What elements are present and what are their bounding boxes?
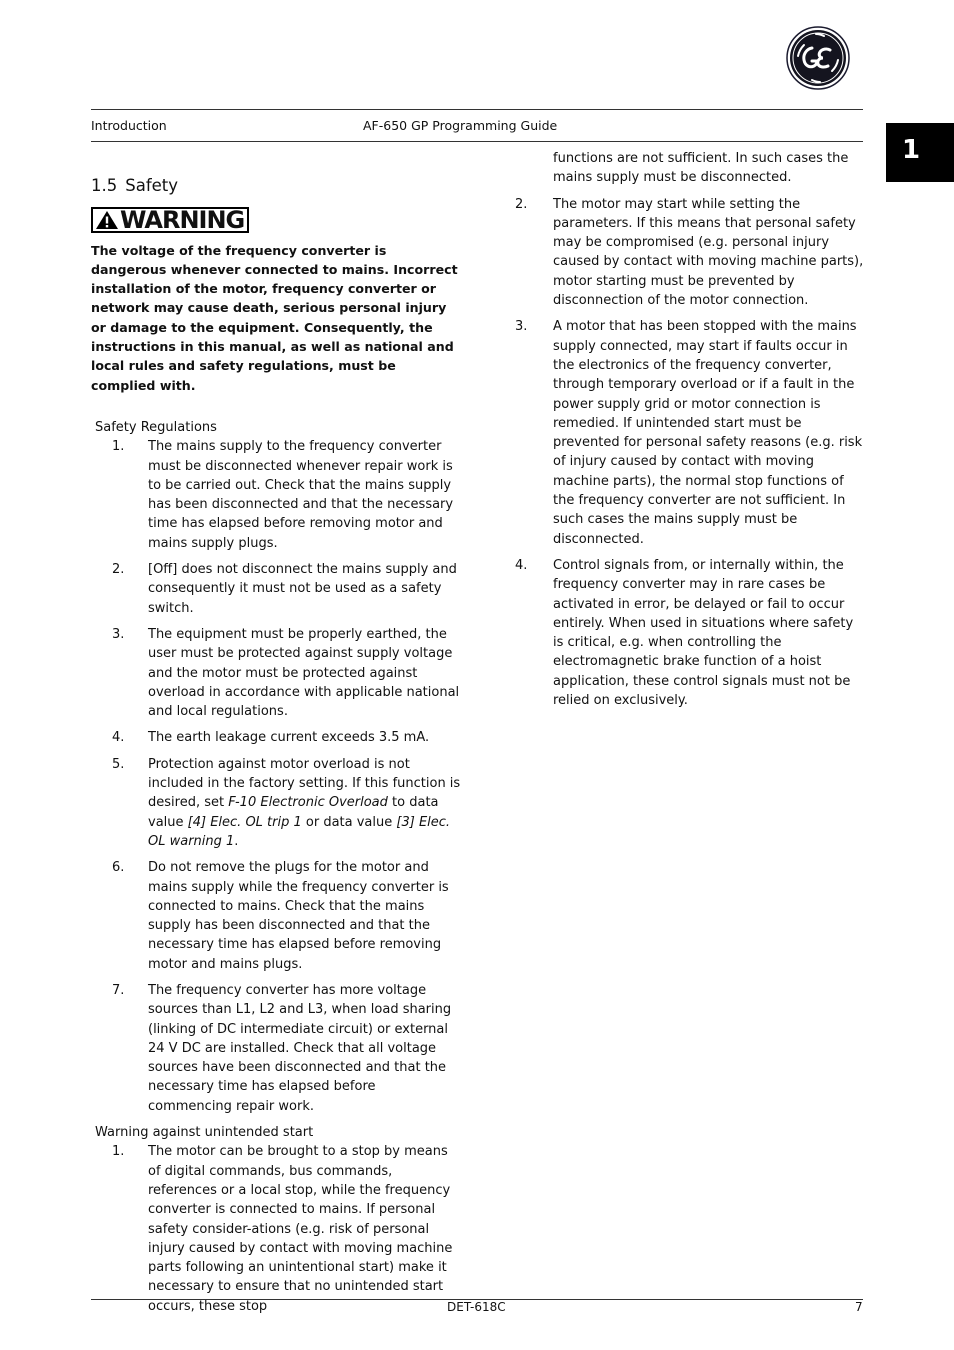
page-number: 7 xyxy=(855,1300,863,1314)
parameter-value: [3] Elec. OL warning 1 xyxy=(148,814,451,849)
warning-triangle-icon xyxy=(95,210,119,230)
warning-text: The voltage of the frequency converter is dangerous whenever connected to mains. Incorrect installation of the motor, frequency converter or network may cause death, serious personal injury or damage to the equipment. Consequently, the instructions in this manual, as well as national and local rules and safety regulations, must be complied with. xyxy=(91,242,458,393)
item-number: 7. xyxy=(112,982,125,998)
item-text: The motor can be brought to a stop by means of digital commands, bus commands, references or a local stop, while the frequency converter is connected to mains. If personal safety consider-ations (e.g. risk of personal injury caused by contact with moving machine parts following an unintentional start) make it necessary to ensure that no unintended start occurs, these stop xyxy=(148,1144,453,1314)
item-number: 3. xyxy=(112,626,125,642)
header-title: AF-650 GP Programming Guide xyxy=(363,118,558,133)
list-item xyxy=(91,858,461,974)
parameter-name: F-10 Electronic Overload xyxy=(228,795,388,811)
item-number: 5. xyxy=(112,756,125,772)
item-number: 2. xyxy=(515,196,528,212)
item-number: 4. xyxy=(515,557,528,573)
unintended-start-heading: Warning against unintended start xyxy=(95,1125,314,1141)
header-rule-top xyxy=(91,109,863,110)
right-column xyxy=(515,149,865,717)
item-text-part: Protection against motor overload is not included in the factory setting. If this function is desired, set xyxy=(148,756,461,811)
item-text-part: . xyxy=(234,833,239,849)
item-number: 6. xyxy=(112,860,125,876)
chapter-tab: 1 xyxy=(886,123,954,182)
item-text: A motor that has been stopped with the mains supply connected, may start if faults occur in the electronics of the frequency converter, through temporary overload or if a fault in the power supply grid or motor connection is remedied. If unintended start must be prevented for personal safety reasons (e.g. risk of injury caused by contact with moving machine parts), the normal stop functions of the frequency converter are not sufficient. In such cases the mains supply must be disconnected. xyxy=(553,319,863,547)
list-item xyxy=(91,437,461,553)
list-item xyxy=(91,728,461,747)
item-text: The earth leakage current exceeds 3.5 mA. xyxy=(148,730,430,746)
list-item xyxy=(515,195,865,311)
section-heading xyxy=(91,176,461,195)
warning-word: WARNING xyxy=(120,206,245,235)
safety-regulations-heading: Safety Regulations xyxy=(95,419,217,435)
item-text: The equipment must be properly earthed, the user must be protected against supply voltage and the motor must be protected against overload in accordance with applicable national and local regulations. xyxy=(148,626,460,720)
list-item xyxy=(515,556,865,710)
list-item xyxy=(91,1142,461,1316)
list-item xyxy=(91,625,461,721)
document-code: DET-618C xyxy=(447,1300,506,1314)
item-text-part: to data value xyxy=(148,795,439,830)
list-item xyxy=(91,981,461,1116)
safety-regulations-list xyxy=(91,437,461,1116)
ge-logo xyxy=(786,26,850,90)
item-text-part: or data value xyxy=(301,814,397,830)
item-text: The frequency converter has more voltage sources than L1, L2 and L3, when load sharing (linking of DC intermediate circuit) or external 24 V DC are installed. Check that all voltage sources have been disconnected and that the necessary time has elapsed before commencing repair work. xyxy=(148,982,452,1114)
item-number: 2. xyxy=(112,562,125,578)
item-text: Do not remove the plugs for the motor and mains supply while the frequency converter is connected to mains. Check that the mains supply has been disconnected and that the necessary time has elapsed before removing motor and mains plugs. xyxy=(148,860,449,972)
item-text: The mains supply to the frequency converter must be disconnected whenever repair work is to be carried out. Check that the mains supply has been disconnected and that the necessary time has elapsed before removing motor and mains supply plugs. xyxy=(148,439,454,551)
item-text: The motor may start while setting the parameters. If this means that personal safety may be compromised (e.g. personal injury caused by contact with moving machine parts), motor starting must be prevented by disconnection of the motor connection. xyxy=(553,196,864,309)
header-section: Introduction xyxy=(91,118,167,133)
warning-label xyxy=(91,207,249,233)
list-item xyxy=(515,317,865,549)
list-item xyxy=(91,560,461,618)
item-continued-text: functions are not sufficient. In such cases the mains supply must be disconnected. xyxy=(553,151,849,186)
unintended-start-list-continued xyxy=(515,195,865,711)
item-text: [Off] does not disconnect the mains supply and consequently it must not be used as a safety switch. xyxy=(148,562,457,616)
section-title: Safety xyxy=(125,176,179,195)
item-number: 1. xyxy=(112,439,125,455)
item-text xyxy=(148,755,461,851)
item-number: 1. xyxy=(112,1144,125,1160)
left-column xyxy=(91,176,461,1323)
item-number: 3. xyxy=(515,319,528,335)
unintended-start-list xyxy=(91,1142,461,1316)
item-text: Control signals from, or internally within, the frequency converter may in rare cases be activated in error, be delayed or fail to occur entirely. When used in situations where safety is critical, e.g. when controlling the electromagnetic brake function of a hoist application, these control signals must not be relied on exclusively. xyxy=(553,557,854,709)
item-number: 4. xyxy=(112,730,125,746)
parameter-value: [4] Elec. OL trip 1 xyxy=(187,814,302,830)
header-rule-bottom xyxy=(91,141,863,142)
section-number: 1.5 xyxy=(91,176,118,195)
list-item xyxy=(91,755,461,851)
